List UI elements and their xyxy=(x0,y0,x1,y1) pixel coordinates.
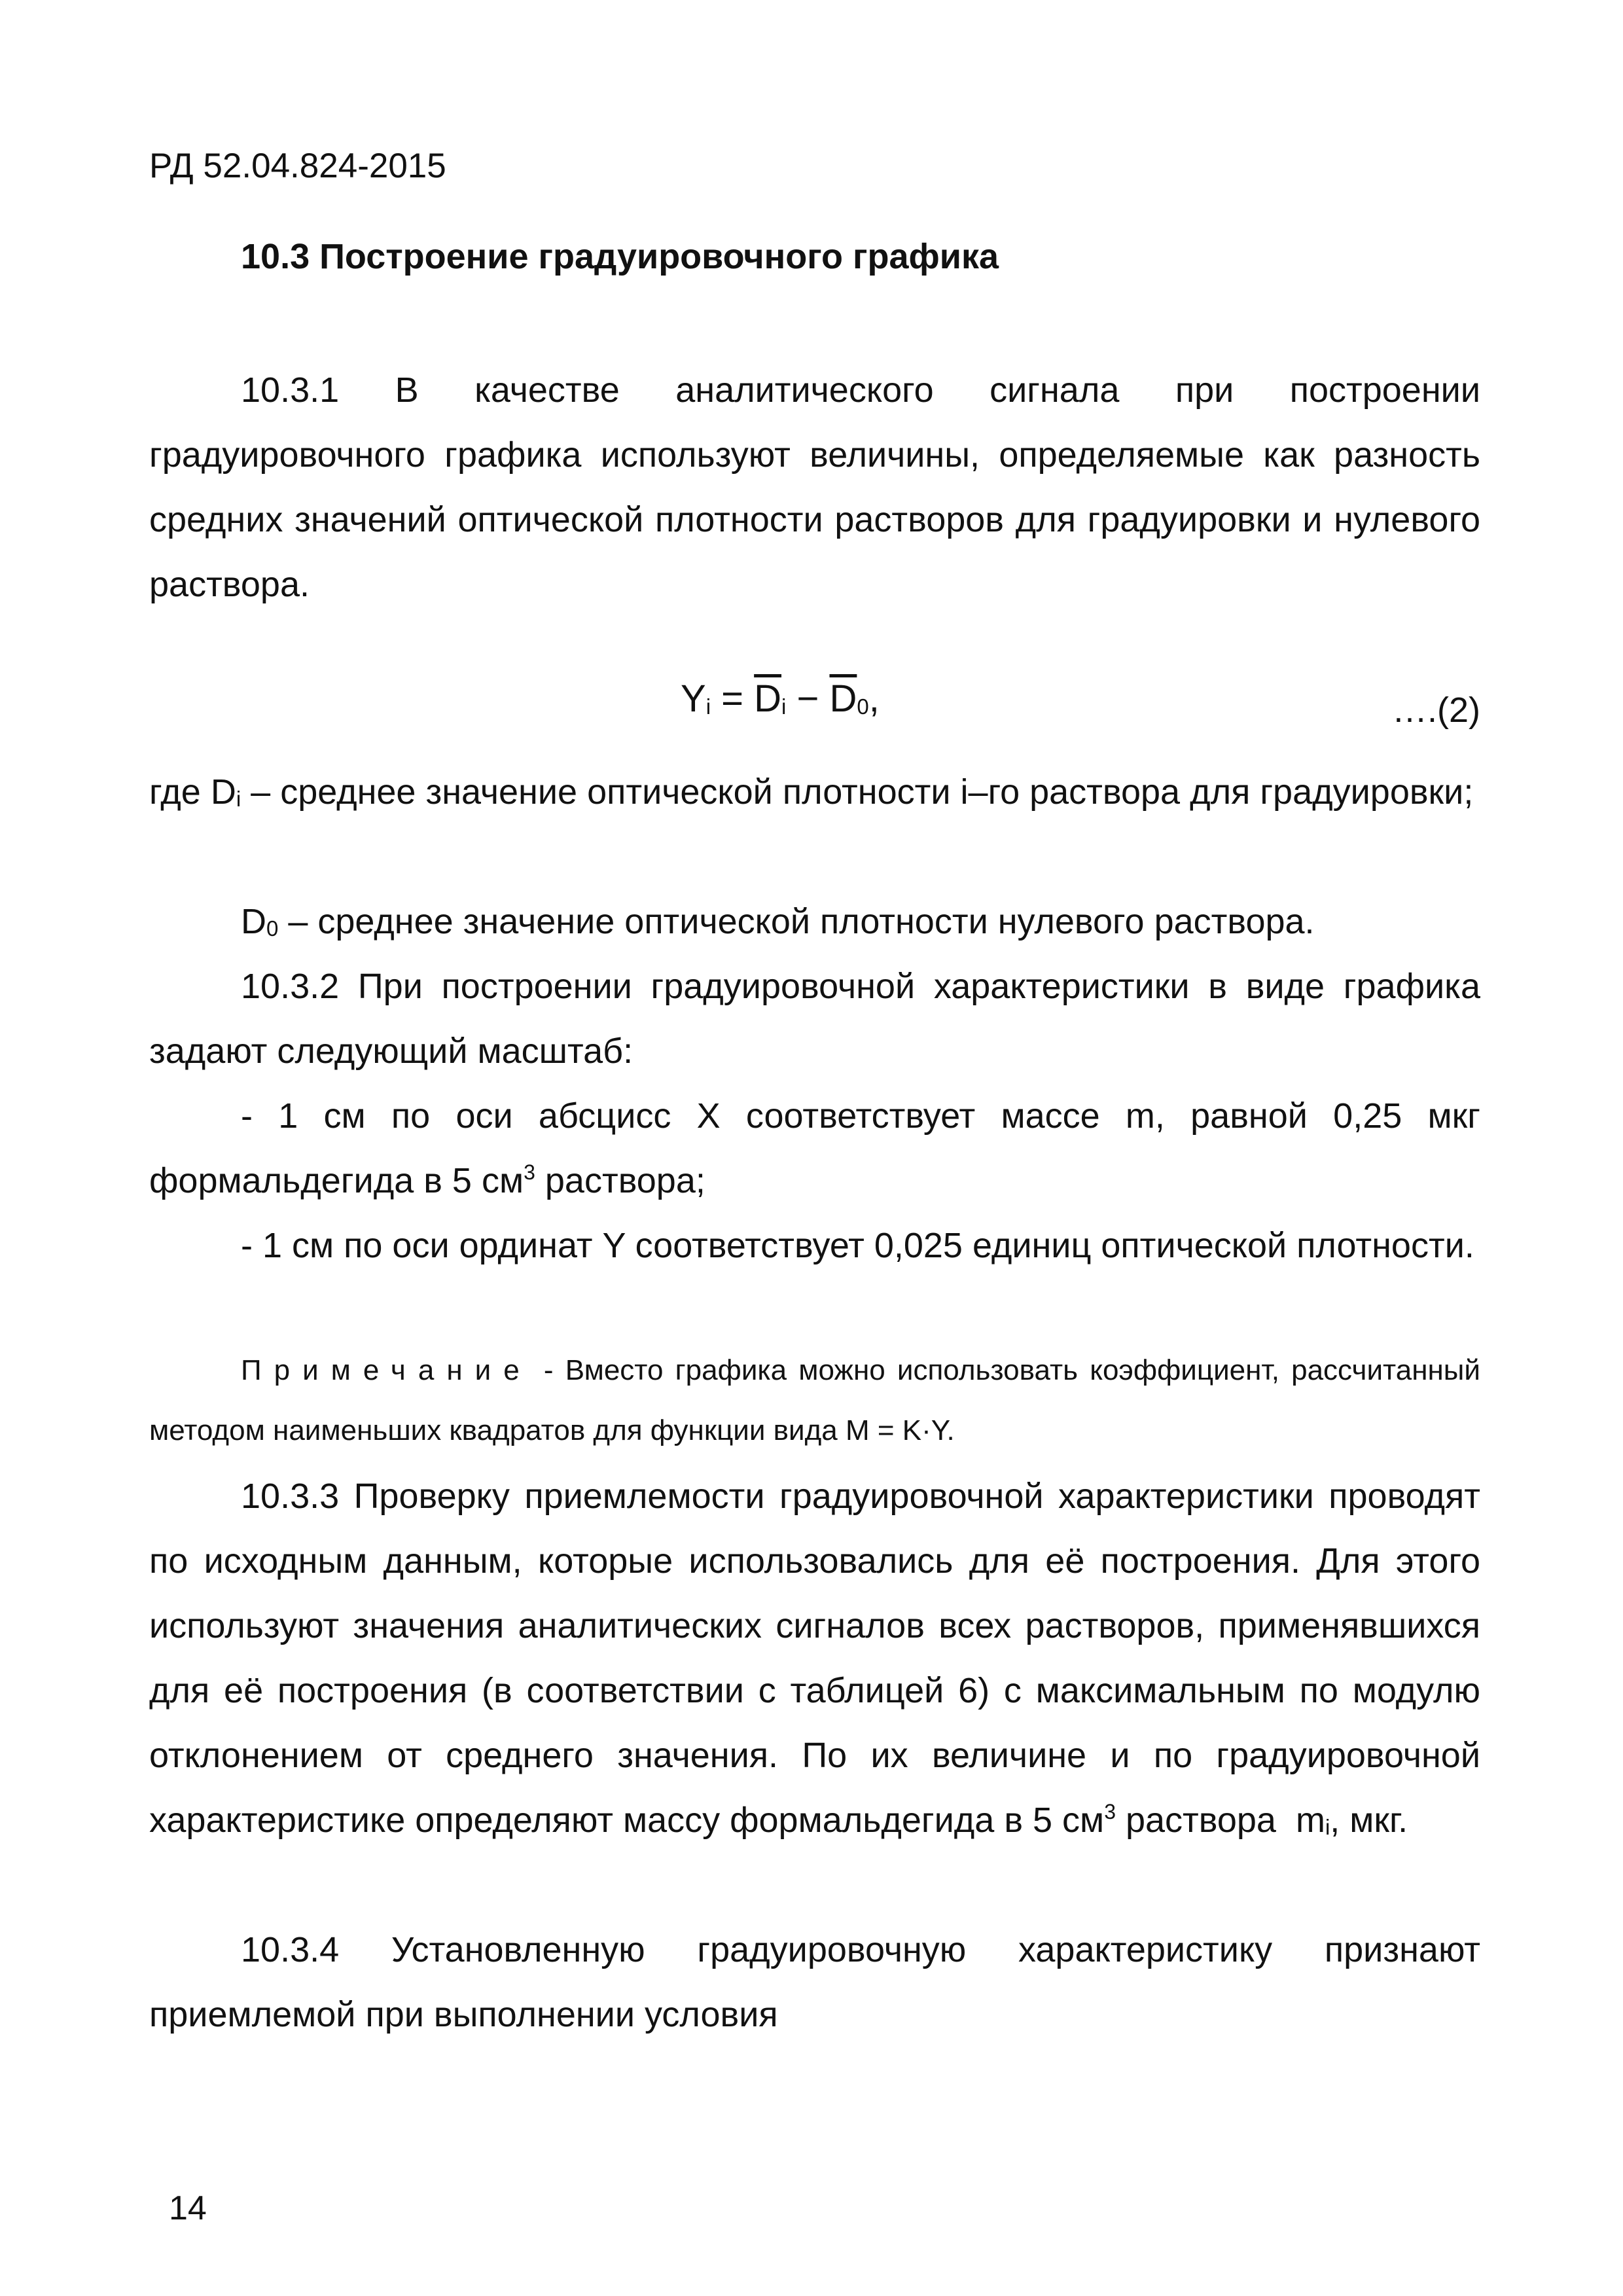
where-di-text: – среднее значение оптической плотности i–го раствора для градуировки; xyxy=(241,772,1474,812)
paragraph-10-3-1 xyxy=(149,358,1480,617)
paragraph-10-3-3-sup: 3 xyxy=(1104,1800,1116,1823)
formula-lhs-index: i xyxy=(705,694,711,719)
where-di-index: i xyxy=(236,787,241,811)
scale-item-x-sup: 3 xyxy=(524,1160,535,1184)
note xyxy=(149,1340,1480,1461)
page-number: 14 xyxy=(169,2189,207,2227)
formula-mean-d0: $\overline{D}$ xyxy=(829,677,857,720)
section-title: 10.3 Построение градуировочного графика xyxy=(241,237,999,276)
paragraph-10-3-3-index: i xyxy=(1325,1815,1330,1839)
scale-item-x-tail: раствора; xyxy=(535,1161,705,1200)
paragraph-10-3-4: 10.3.4 Установленную градуировочную характеристику признают приемлемой при выполнении условия xyxy=(149,1930,1480,2034)
where-di xyxy=(149,760,1480,831)
paragraph-10-3-3 xyxy=(149,1464,1480,1859)
paragraph-10-3-3-end: , мкг. xyxy=(1330,1801,1408,1840)
paragraph-10-3-2: 10.3.2 При построении градуировочной характеристики в виде графика задают следующий масштаб: xyxy=(149,967,1480,1071)
where-prefix: где D xyxy=(149,772,236,812)
formula-di-index: i xyxy=(781,694,787,719)
paragraph-10-3-3-text: 10.3.3 Проверку приемлемости градуировочной характеристики проводят по исходным данным, которые использовались для её построения. Для этого используют значения аналитических сигналов всех растворов, применявшихся для её построения (в соответствии с таблицей 6) с максимальным по модулю отклонением от среднего значения. По их величине и по градуировочной характеристике определяют массу формальдегида в 5 см xyxy=(149,1477,1480,1840)
scale-item-x xyxy=(149,1084,1480,1213)
where-d0-symbol: D xyxy=(241,902,266,941)
formula-d0-index: 0 xyxy=(857,694,869,719)
paragraph-10-3-3-tail: раствора m xyxy=(1115,1801,1325,1840)
formula-mean-di: $\overline{D}$ xyxy=(754,677,782,720)
formula-2 xyxy=(681,666,880,740)
where-d0-text: – среднее значение оптической плотности нулевого раствора. xyxy=(278,902,1315,941)
formula-number: ….(2) xyxy=(1392,691,1480,730)
where-d0 xyxy=(149,889,1480,961)
scale-item-y: - 1 см по оси ординат Y соответствует 0,025 единиц оптической плотности. xyxy=(241,1226,1474,1265)
formula-comma: , xyxy=(868,677,880,720)
formula-lhs: Y xyxy=(681,677,706,720)
formula-minus: − xyxy=(786,677,830,720)
where-d0-index: 0 xyxy=(266,916,279,941)
scale-item-x-text: - 1 см по оси абсцисс X соответствует массе m, равной 0,25 мкг формальдегида в 5 см xyxy=(149,1096,1480,1200)
document-code: РД 52.04.824-2015 xyxy=(149,147,446,185)
note-label: Примечание xyxy=(241,1354,532,1386)
formula-equals: = xyxy=(711,677,755,720)
paragraph-10-3-1-text: 10.3.1 В качестве аналитического сигнала при построении градуировочного графика используют величины, определяемые как разность средних значений оптической плотности растворов для градуировки и нулевого раствора. xyxy=(149,370,1480,604)
note-text: - Вместо графика можно использовать коэффициент, рассчитанный методом наименьших квадратов для функции вида M = K·Y. xyxy=(149,1354,1480,1446)
